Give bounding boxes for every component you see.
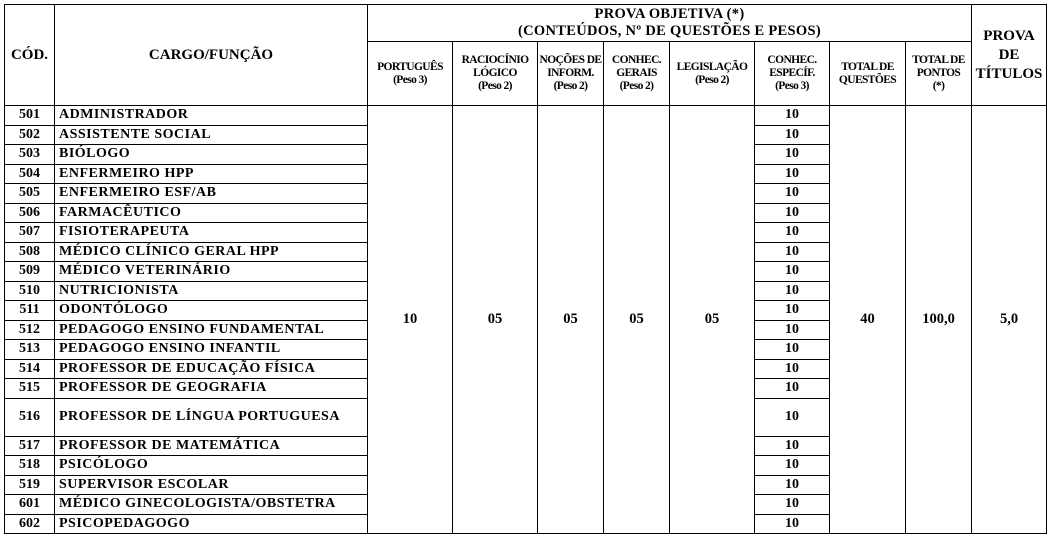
row-code: 518 [5, 456, 55, 476]
table-row [5, 106, 1047, 126]
header-col-name: PORTUGUÊS [377, 60, 443, 73]
row-especificos: 10 [755, 262, 830, 282]
row-cargo: PROFESSOR DE EDUCAÇÃO FÍSICA [55, 359, 368, 379]
row-code: 515 [5, 379, 55, 399]
header-col-peso: (Peso 2) [695, 73, 729, 86]
row-cargo: MÉDICO GINECOLOGISTA/OBSTETRA [55, 495, 368, 515]
row-especificos: 10 [755, 320, 830, 340]
value-raciocinio: 05 [453, 106, 538, 534]
header-prova-titulos: PROVA DE TÍTULOS [972, 5, 1047, 106]
header-cod: CÓD. [5, 5, 55, 106]
row-code: 516 [5, 398, 55, 436]
row-cargo: ENFERMEIRO ESF/AB [55, 184, 368, 204]
header-col-total-questoes [830, 42, 906, 106]
header-col-especificos [755, 42, 830, 106]
row-especificos: 10 [755, 242, 830, 262]
value-informatica: 05 [538, 106, 604, 534]
row-code: 509 [5, 262, 55, 282]
row-cargo: MÉDICO VETERINÁRIO [55, 262, 368, 282]
row-especificos: 10 [755, 281, 830, 301]
row-especificos: 10 [755, 514, 830, 534]
row-code: 506 [5, 203, 55, 223]
row-especificos: 10 [755, 495, 830, 515]
row-cargo: NUTRICIONISTA [55, 281, 368, 301]
row-code: 514 [5, 359, 55, 379]
row-code: 511 [5, 301, 55, 321]
row-cargo: PROFESSOR DE GEOGRAFIA [55, 379, 368, 399]
row-cargo: PROFESSOR DE MATEMÁTICA [55, 436, 368, 456]
row-code: 601 [5, 495, 55, 515]
value-total-questoes: 40 [830, 106, 906, 534]
header-col-total-pontos [906, 42, 972, 106]
exam-table [4, 4, 1047, 534]
header-col-gerais [604, 42, 670, 106]
value-legislacao: 05 [670, 106, 755, 534]
row-code: 502 [5, 125, 55, 145]
row-especificos: 10 [755, 223, 830, 243]
row-cargo: ODONTÓLOGO [55, 301, 368, 321]
row-cargo: FISIOTERAPEUTA [55, 223, 368, 243]
row-especificos: 10 [755, 436, 830, 456]
row-code: 507 [5, 223, 55, 243]
header-col-legislacao [670, 42, 755, 106]
row-especificos: 10 [755, 398, 830, 436]
header-col-peso: (Peso 2) [553, 80, 588, 92]
value-prova-titulos: 5,0 [972, 106, 1047, 534]
document-table-wrapper [4, 4, 1047, 534]
header-col-name: TOTAL DE PONTOS [912, 54, 965, 79]
value-total-pontos: 100,0 [906, 106, 972, 534]
row-code: 503 [5, 145, 55, 165]
row-cargo: PROFESSOR DE LÍNGUA PORTUGUESA [55, 398, 368, 436]
row-code: 519 [5, 475, 55, 495]
row-cargo: ASSISTENTE SOCIAL [55, 125, 368, 145]
row-code: 505 [5, 184, 55, 204]
row-code: 508 [5, 242, 55, 262]
row-cargo: SUPERVISOR ESCOLAR [55, 475, 368, 495]
row-code: 501 [5, 106, 55, 126]
row-especificos: 10 [755, 359, 830, 379]
value-portugues: 10 [368, 106, 453, 534]
row-especificos: 10 [755, 145, 830, 165]
row-especificos: 10 [755, 184, 830, 204]
row-cargo: PEDAGOGO ENSINO INFANTIL [55, 340, 368, 360]
row-especificos: 10 [755, 379, 830, 399]
row-cargo: PSICOPEDAGOGO [55, 514, 368, 534]
row-cargo: PSICÓLOGO [55, 456, 368, 476]
header-col-name: LEGISLAÇÃO [676, 60, 748, 73]
header-col-peso: (*) [932, 80, 945, 92]
header-cargo: CARGO/FUNÇÃO [55, 5, 368, 106]
header-prova-objetiva [368, 5, 972, 42]
header-col-peso: (Peso 3) [775, 80, 809, 92]
row-especificos: 10 [755, 203, 830, 223]
row-cargo: FARMACÊUTICO [55, 203, 368, 223]
row-especificos: 10 [755, 106, 830, 126]
row-especificos: 10 [755, 164, 830, 184]
row-especificos: 10 [755, 475, 830, 495]
header-col-peso: (Peso 2) [478, 80, 512, 92]
value-gerais: 05 [604, 106, 670, 534]
row-code: 602 [5, 514, 55, 534]
header-col-name: TOTAL DE QUESTÕES [838, 60, 897, 86]
header-col-name: CONHEC. ESPECÍF. [767, 54, 817, 79]
row-code: 510 [5, 281, 55, 301]
header-col-raciocinio [453, 42, 538, 106]
header-col-peso: (Peso 2) [619, 80, 654, 92]
header-prova-objetiva-line2: (CONTEÚDOS, Nº DE QUESTÕES E PESOS) [518, 23, 821, 39]
header-col-name: RACIOCÍNIO LÓGICO [461, 54, 529, 79]
header-col-peso: (Peso 3) [393, 73, 427, 86]
header-col-name: CONHEC. GERAIS [611, 54, 662, 79]
row-code: 517 [5, 436, 55, 456]
row-cargo: BIÓLOGO [55, 145, 368, 165]
header-col-portugues [368, 42, 453, 106]
row-especificos: 10 [755, 125, 830, 145]
header-col-name: NOÇÕES DE INFORM. [539, 54, 602, 79]
row-especificos: 10 [755, 301, 830, 321]
row-code: 504 [5, 164, 55, 184]
row-especificos: 10 [755, 456, 830, 476]
row-cargo: ENFERMEIRO HPP [55, 164, 368, 184]
row-especificos: 10 [755, 340, 830, 360]
header-prova-objetiva-line1: PROVA OBJETIVA (*) [594, 6, 745, 22]
row-cargo: ADMINISTRADOR [55, 106, 368, 126]
header-col-informatica [538, 42, 604, 106]
row-cargo: MÉDICO CLÍNICO GERAL HPP [55, 242, 368, 262]
row-cargo: PEDAGOGO ENSINO FUNDAMENTAL [55, 320, 368, 340]
row-code: 513 [5, 340, 55, 360]
row-code: 512 [5, 320, 55, 340]
